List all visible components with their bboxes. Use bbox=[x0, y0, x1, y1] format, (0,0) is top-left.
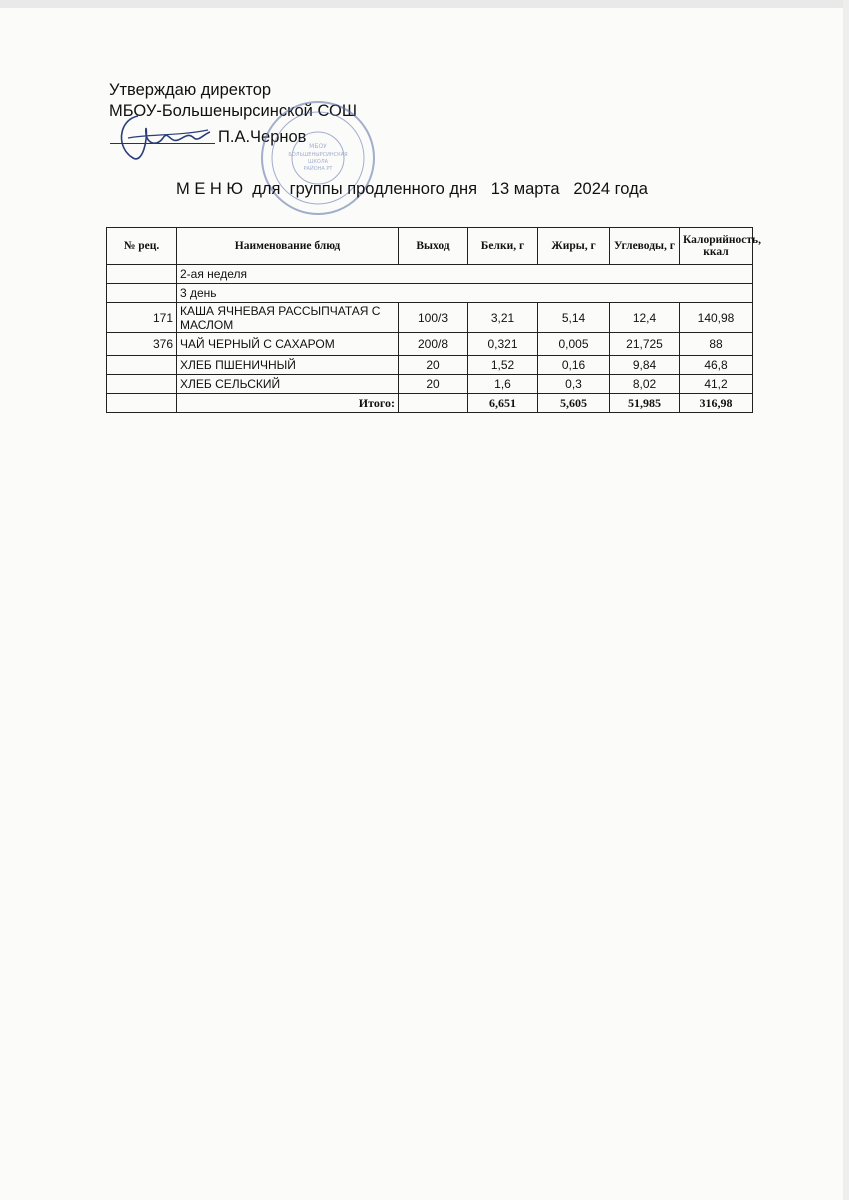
table-row bbox=[107, 356, 753, 375]
column-header: Углеводы, г bbox=[610, 228, 680, 265]
carbs: 12,4 bbox=[610, 303, 680, 333]
column-header: Наименование блюд bbox=[177, 228, 399, 265]
portion: 20 bbox=[399, 356, 468, 375]
signature-scribble bbox=[108, 108, 218, 168]
menu-table bbox=[106, 227, 761, 413]
dish-name: ЧАЙ ЧЕРНЫЙ С САХАРОМ bbox=[177, 333, 399, 356]
svg-text:МБОУ: МБОУ bbox=[309, 143, 327, 150]
scan-edge-top bbox=[0, 0, 849, 8]
recipe-number: 171 bbox=[107, 303, 177, 333]
dish-name: КАША ЯЧНЕВАЯ РАССЫПЧАТАЯ С МАСЛОМ bbox=[177, 303, 399, 333]
svg-text:ШКОЛА: ШКОЛА bbox=[307, 159, 329, 165]
column-header: № рец. bbox=[107, 228, 177, 265]
school-name: МБОУ-Большеныpсинской СОШ bbox=[109, 102, 357, 120]
fat: 0,16 bbox=[538, 356, 610, 375]
fat: 0,005 bbox=[538, 333, 610, 356]
scan-edge-right bbox=[843, 0, 849, 1200]
fat: 5,14 bbox=[538, 303, 610, 333]
svg-text:БОЛЬШЕНЫРСИНСКАЯ: БОЛЬШЕНЫРСИНСКАЯ bbox=[288, 152, 348, 158]
svg-text:РАЙОНА РТ: РАЙОНА РТ bbox=[303, 166, 333, 172]
recipe-number bbox=[107, 375, 177, 394]
carbs: 8,02 bbox=[610, 375, 680, 394]
week-label: 2-ая неделя bbox=[177, 265, 753, 284]
portion: 20 bbox=[399, 375, 468, 394]
carbs: 21,725 bbox=[610, 333, 680, 356]
protein: 0,321 bbox=[468, 333, 538, 356]
protein: 1,52 bbox=[468, 356, 538, 375]
day-row bbox=[107, 284, 753, 303]
recipe-number bbox=[107, 356, 177, 375]
table-header-row bbox=[107, 228, 753, 265]
page-title: М Е Н Ю для группы продленного дня 13 марта 2024 года bbox=[176, 180, 648, 198]
calories: 88 bbox=[680, 333, 753, 356]
column-header: Белки, г bbox=[468, 228, 538, 265]
table-row bbox=[107, 375, 753, 394]
total-calories: 316,98 bbox=[680, 394, 753, 413]
week-row bbox=[107, 265, 753, 284]
total-protein: 6,651 bbox=[468, 394, 538, 413]
school-stamp bbox=[258, 98, 378, 218]
column-header: Калорийность, ккал bbox=[680, 228, 753, 265]
calories: 41,2 bbox=[680, 375, 753, 394]
signer-name: П.А.Чернов bbox=[218, 128, 307, 146]
column-header: Жиры, г bbox=[538, 228, 610, 265]
carbs: 9,84 bbox=[610, 356, 680, 375]
table-row bbox=[107, 333, 753, 356]
calories: 46,8 bbox=[680, 356, 753, 375]
recipe-number: 376 bbox=[107, 333, 177, 356]
approval-title: Утверждаю директор bbox=[109, 81, 272, 99]
protein: 1,6 bbox=[468, 375, 538, 394]
dish-name: ХЛЕБ ПШЕНИЧНЫЙ bbox=[177, 356, 399, 375]
total-carbs: 51,985 bbox=[610, 394, 680, 413]
column-header: Выход bbox=[399, 228, 468, 265]
total-label: Итого: bbox=[177, 394, 399, 413]
day-label: 3 день bbox=[177, 284, 753, 303]
approval-block bbox=[109, 80, 357, 120]
table-row bbox=[107, 303, 753, 333]
dish-name: ХЛЕБ СЕЛЬСКИЙ bbox=[177, 375, 399, 394]
protein: 3,21 bbox=[468, 303, 538, 333]
total-row bbox=[107, 394, 753, 413]
total-fat: 5,605 bbox=[538, 394, 610, 413]
portion: 200/8 bbox=[399, 333, 468, 356]
fat: 0,3 bbox=[538, 375, 610, 394]
calories: 140,98 bbox=[680, 303, 753, 333]
portion: 100/3 bbox=[399, 303, 468, 333]
